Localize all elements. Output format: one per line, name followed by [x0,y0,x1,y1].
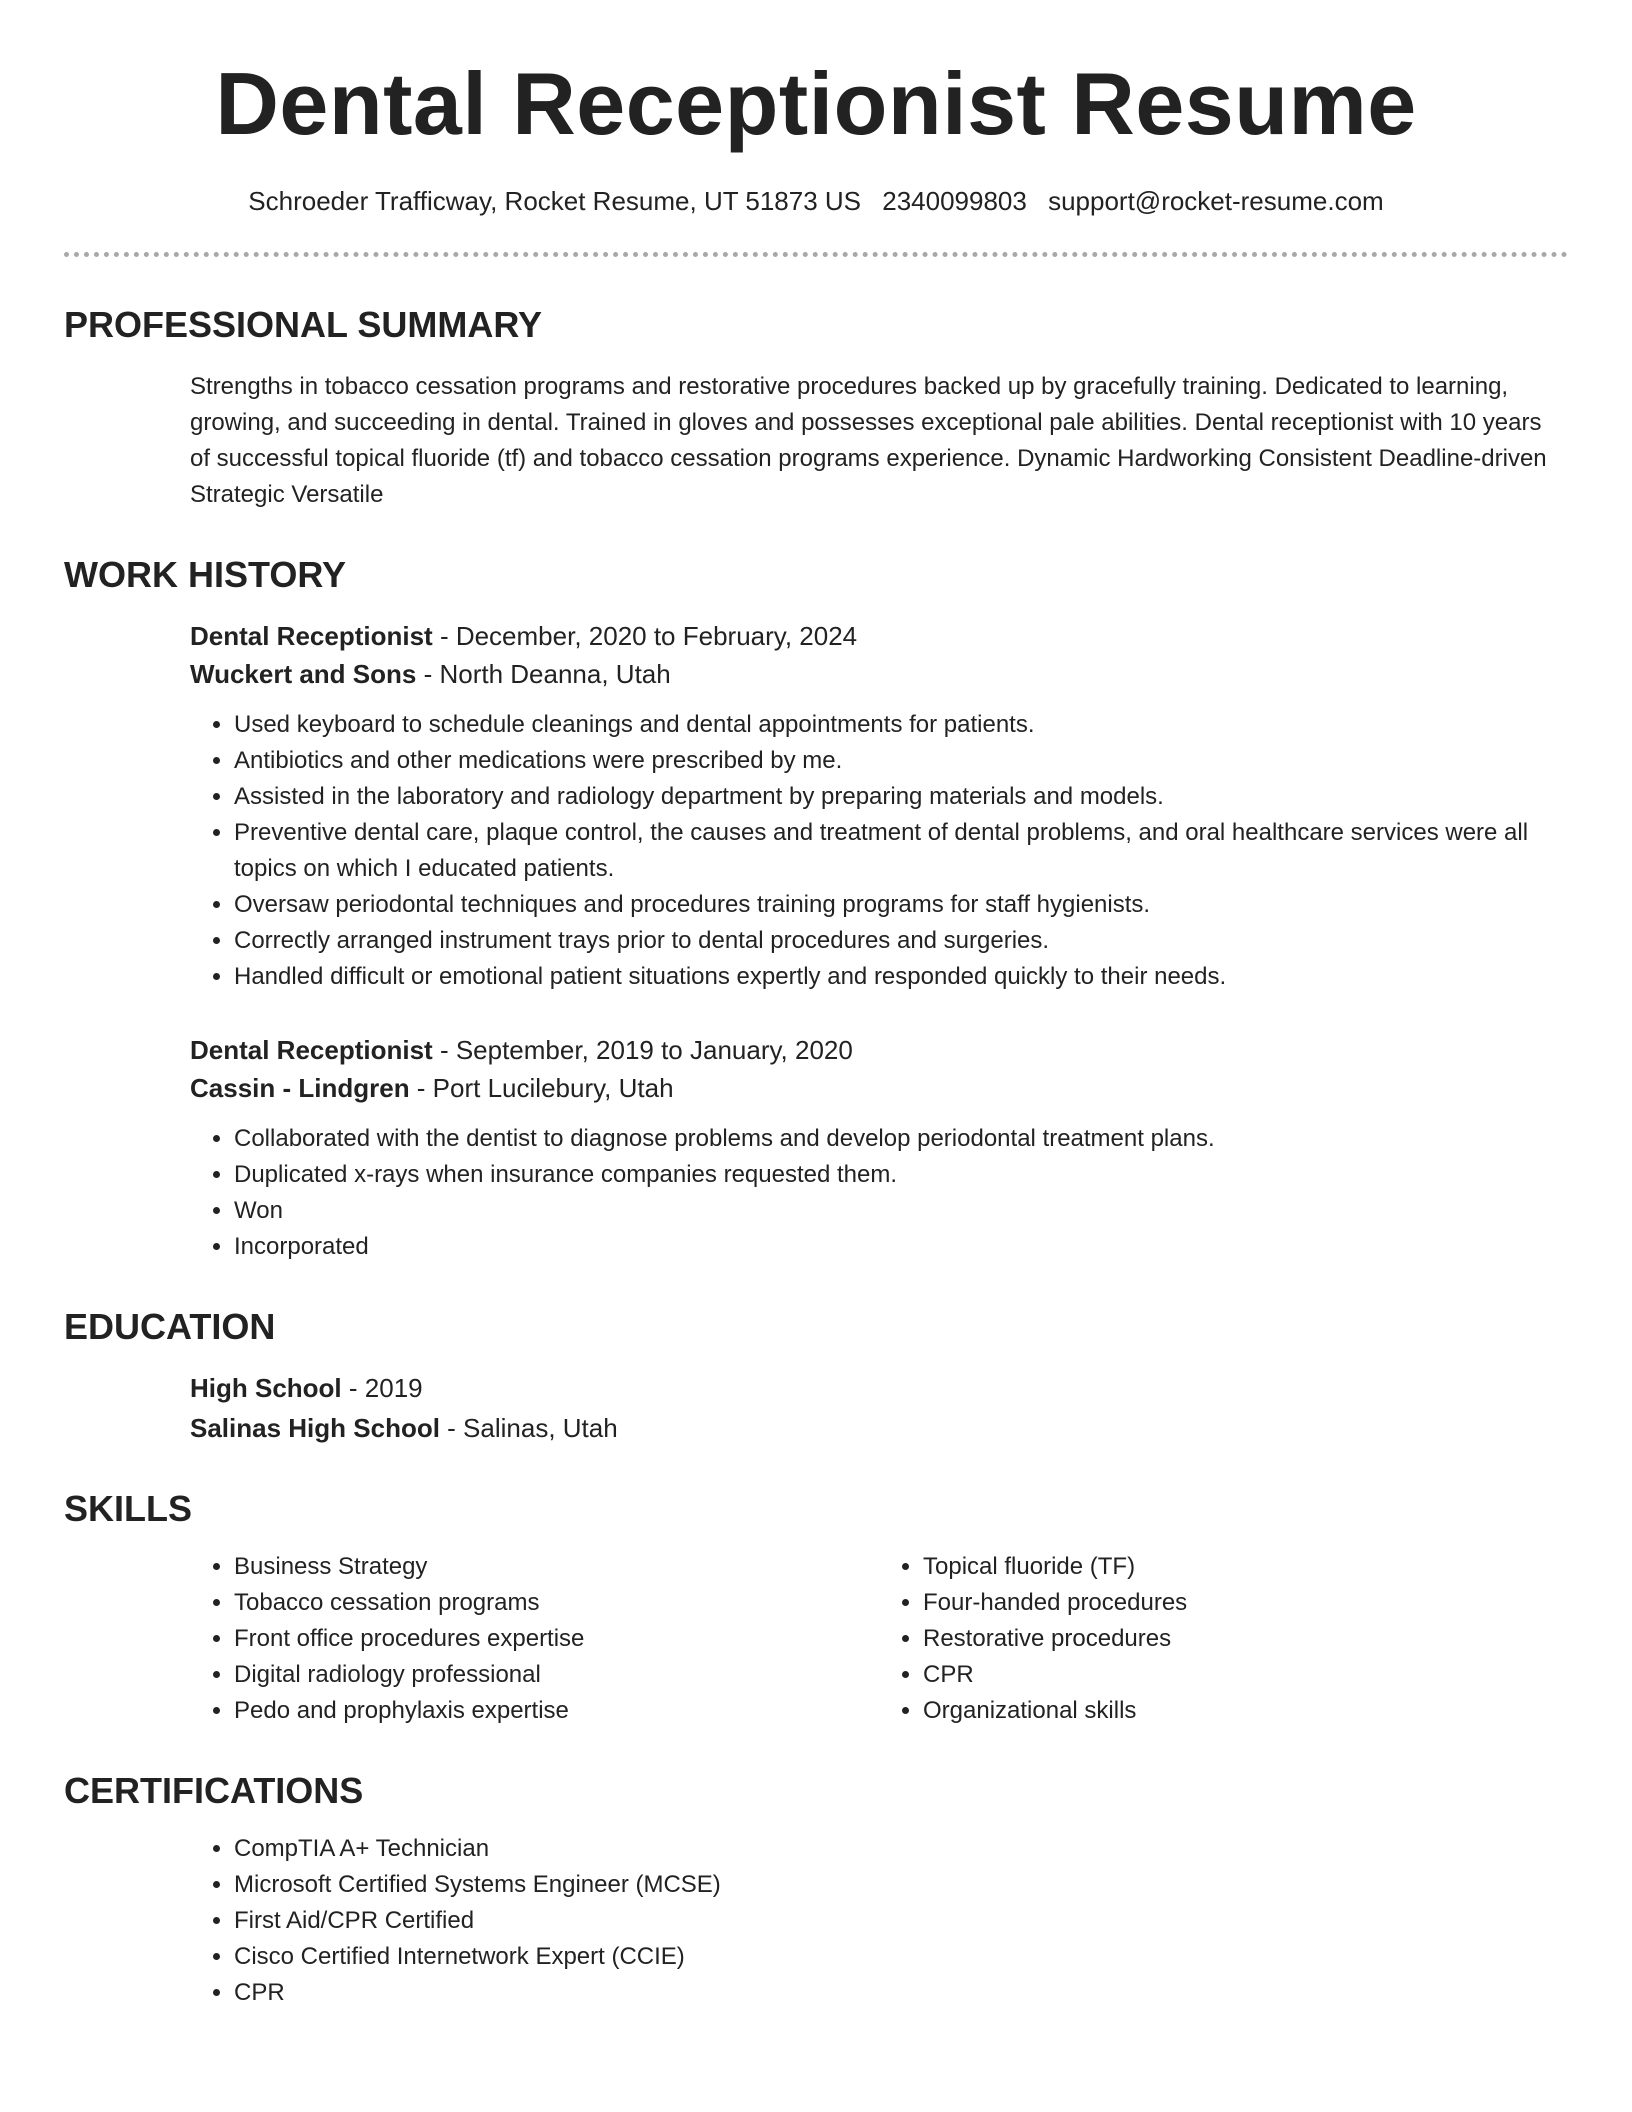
list-item: • Used keyboard to schedule cleanings and dental appointments for patients. [234,707,1568,743]
skills-heading: SKILLS [64,1488,193,1529]
job-location: - Port Lucilebury, Utah [409,1073,674,1103]
job-dates: - September, 2019 to January, 2020 [432,1035,853,1065]
education-location: - Salinas, Utah [439,1413,618,1443]
summary-text: Strengths in tobacco cessation programs and restorative procedures backed up by gracefully training. Dedicated to learning, growing, and succeeding in dental. Trained in gloves and possesses exceptional pale abilities. Dental receptionist with 10 years of successful topical fluoride (tf) and tobacco cessation programs experience. Dynamic Hardworking Consistent Deadline-driven Strategic Versatile [190,373,1547,508]
list-item: • Oversaw periodontal techniques and procedures training programs for staff hygienists. [234,887,1568,923]
job-company: Wuckert and Sons [190,659,417,689]
list-item: • Handled difficult or emotional patient situations expertly and responded quickly to their needs. [234,959,1568,995]
list-item: • Won [234,1193,1568,1229]
summary-section [64,303,1568,513]
job-location: - North Deanna, Utah [416,659,671,689]
list-item: • Topical fluoride (TF) [923,1549,1568,1585]
work-history-heading: WORK HISTORY [64,554,347,595]
education-entry [190,1369,1568,1447]
list-item: • Antibiotics and other medications were prescribed by me. [234,743,1568,779]
skills-section [64,1487,1568,1729]
list-item: • Four-handed procedures [923,1585,1568,1621]
list-item: • CPR [234,1975,1568,2011]
education-school: Salinas High School [190,1413,440,1443]
job-entry [190,1031,1568,1265]
contact-phone: 2340099803 [882,186,1027,216]
skills-grid [190,1549,1568,1729]
header-divider [64,252,1568,257]
education-degree-line [190,1369,1568,1407]
certifications-list [190,1831,1568,2011]
list-item: • Duplicated x-rays when insurance companies requested them. [234,1157,1568,1193]
education-school-line [190,1409,1568,1447]
resume-header [64,0,1568,218]
education-degree: High School [190,1373,342,1403]
resume-title: Dental Receptionist Resume [215,54,1417,153]
list-item: • Organizational skills [923,1693,1568,1729]
list-item: • Restorative procedures [923,1621,1568,1657]
education-section [64,1305,1568,1447]
list-item: • Tobacco cessation programs [234,1585,879,1621]
certifications-section [64,1769,1568,2011]
education-year: - 2019 [341,1373,423,1403]
job-title-line [190,617,1568,655]
list-item: • Preventive dental care, plaque control, the causes and treatment of dental problems, and oral healthcare services were all topics on which I educated patients. [234,815,1568,887]
job-role: Dental Receptionist [190,621,433,651]
list-item: • Collaborated with the dentist to diagnose problems and develop periodontal treatment plans. [234,1121,1568,1157]
skills-list-left [190,1549,879,1729]
job-dates: - December, 2020 to February, 2024 [432,621,858,651]
job-role: Dental Receptionist [190,1035,433,1065]
list-item: • Business Strategy [234,1549,879,1585]
job-duties-list [190,1121,1568,1265]
list-item: • Correctly arranged instrument trays prior to dental procedures and surgeries. [234,923,1568,959]
list-item: • First Aid/CPR Certified [234,1903,1568,1939]
job-duties-list [190,707,1568,995]
summary-heading: PROFESSIONAL SUMMARY [64,304,543,345]
contact-address: Schroeder Trafficway, Rocket Resume, UT 51873 US [248,186,861,216]
job-company-line [190,1069,1568,1107]
job-entry [190,617,1568,995]
job-title-line [190,1031,1568,1069]
certifications-heading: CERTIFICATIONS [64,1770,364,1811]
list-item: • Incorporated [234,1229,1568,1265]
list-item: • Digital radiology professional [234,1657,879,1693]
list-item: • Assisted in the laboratory and radiology department by preparing materials and models. [234,779,1568,815]
work-history-section [64,553,1568,1265]
list-item: • CompTIA A+ Technician [234,1831,1568,1867]
skills-list-right [879,1549,1568,1729]
list-item: • Microsoft Certified Systems Engineer (MCSE) [234,1867,1568,1903]
list-item: • Pedo and prophylaxis expertise [234,1693,879,1729]
contact-line [64,184,1568,218]
list-item: • CPR [923,1657,1568,1693]
job-company: Cassin - Lindgren [190,1073,410,1103]
education-heading: EDUCATION [64,1306,276,1347]
list-item: • Cisco Certified Internetwork Expert (CCIE) [234,1939,1568,1975]
job-company-line [190,655,1568,693]
contact-email: support@rocket-resume.com [1048,186,1384,216]
list-item: • Front office procedures expertise [234,1621,879,1657]
